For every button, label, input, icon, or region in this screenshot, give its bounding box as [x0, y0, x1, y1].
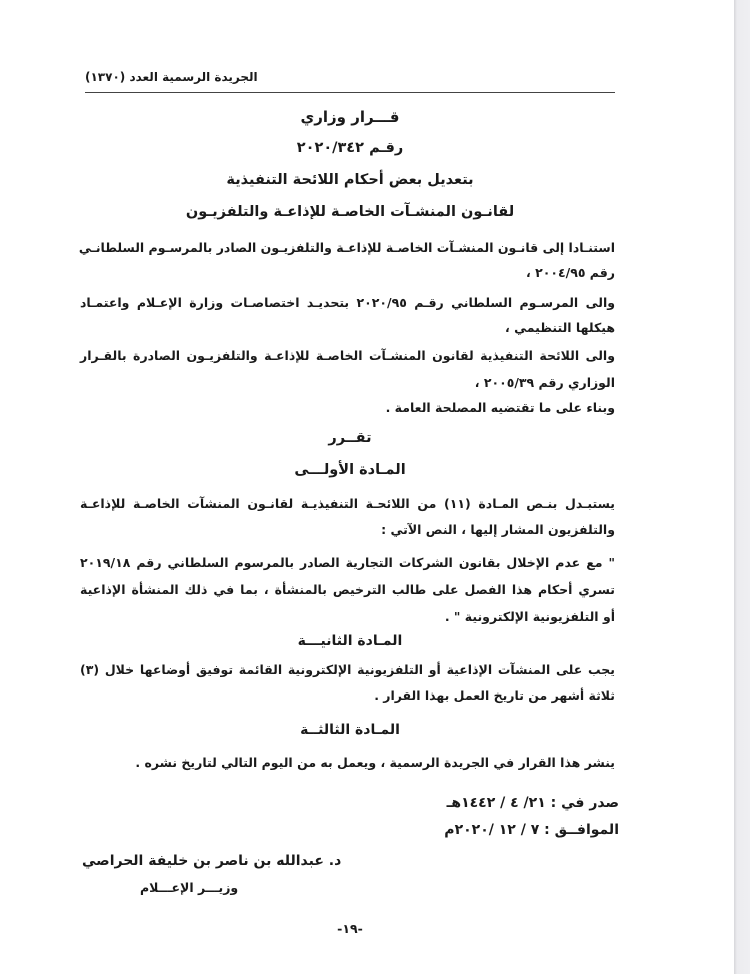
article-2-line: يجب على المنشآت الإذاعية أو التلفزيونية الإلكترونية القائمة توفيق أوضاعها خلال (٣) — [80, 662, 615, 677]
page-number: -١٩- — [337, 921, 363, 936]
issued-hijri-date: صدر في : ٢١/ ٤ / ١٤٤٢هـ — [446, 795, 619, 811]
decides-heading: تقــرر — [328, 430, 372, 446]
article-1-line: " مع عدم الإخلال بقانون الشركات التجارية الصادر بالمرسوم السلطاني رقم ٢٠١٩/١٨ — [80, 555, 615, 570]
signatory-title: وزيـــر الإعـــلام — [140, 880, 239, 895]
preamble-line: استنـادا إلى قانـون المنشـآت الخاصـة للإذاعـة والتلفزيـون الصادر بالمرسـوم السلطانـي — [78, 240, 615, 255]
article-1-line: تسري أحكام هذا الفصل على طالب الترخيص بالمنشأة ، بما في ذلك المنشأة الإذاعية — [80, 582, 615, 597]
header-rule — [85, 92, 615, 93]
preamble-line: والى اللائحة التنفيذية لقانون المنشـآت الخاصـة للإذاعـة والتلفزيـون الصادرة بالقـرار — [80, 348, 615, 363]
article-1-heading: المـادة الأولـــى — [294, 462, 406, 478]
article-3-line: ينشر هذا القرار في الجريدة الرسمية ، ويعمل به من اليوم التالي لتاريخ نشره . — [135, 755, 615, 770]
preamble-line: رقم ٢٠٠٤/٩٥ ، — [526, 265, 615, 280]
article-3-heading: المـادة الثالثــة — [300, 722, 400, 738]
preamble-line: الوزاري رقم ٢٠٠٥/٣٩ ، — [474, 375, 615, 390]
decision-title: قـــرار وزاري — [300, 108, 400, 126]
signatory-name: د. عبدالله بن ناصر بن خليفة الحراصي — [82, 853, 342, 869]
preamble-line: وبناء على ما تقتضيه المصلحة العامة . — [385, 400, 615, 415]
preamble-line: والى المرسـوم السلطاني رقـم ٢٠٢٠/٩٥ بتحديـد اختصاصـات وزارة الإعـلام واعتمـاد — [80, 295, 616, 310]
article-1-line: والتلفزيون المشار إليها ، النص الآتي : — [381, 522, 615, 537]
article-1-line: أو التلفزيونية الإلكترونية " . — [444, 609, 615, 624]
article-2-line: ثلاثة أشهر من تاريخ العمل بهذا القرار . — [374, 688, 615, 703]
article-1-line: يستبـدل بنـص المـادة (١١) من اللائحـة التنفيذيـة لقانـون المنشآت الخاصـة للإذاعـة — [80, 496, 616, 511]
decision-subject-2: لقانـون المنشـآت الخاصـة للإذاعـة والتلفزيـون — [185, 204, 515, 220]
gazette-header: الجريدة الرسمية العدد (١٣٧٠) — [85, 70, 258, 84]
article-2-heading: المـادة الثانيـــة — [297, 633, 403, 649]
page-edge-shadow — [734, 0, 750, 974]
preamble-line: هيكلها التنظيمي ، — [504, 320, 615, 335]
decision-subject-1: بتعديل بعض أحكام اللائحة التنفيذية — [226, 172, 474, 188]
decision-number: رقـم ٢٠٢٠/٣٤٢ — [296, 140, 404, 156]
issued-gregorian-date: الموافــق : ٧ / ١٢ /٢٠٢٠م — [444, 822, 619, 838]
